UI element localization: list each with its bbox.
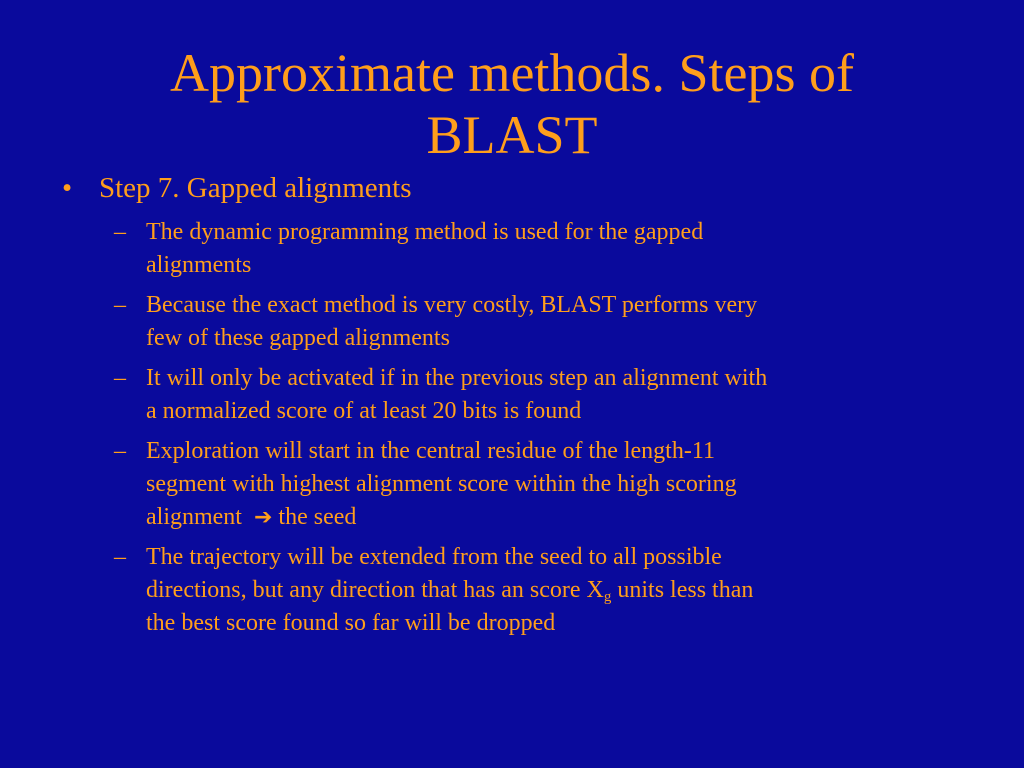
sub-bullet-3-line-2: a normalized score of at least 20 bits is found: [146, 398, 582, 424]
bullet-marker: •: [62, 172, 73, 204]
dash-marker: –: [114, 438, 126, 464]
sub-bullet-5-line-3: the best score found so far will be dropped: [146, 610, 556, 636]
sub-bullet-2-line-1: Because the exact method is very costly, BLAST performs very: [146, 292, 758, 318]
sub-bullet-3-line-1: It will only be activated if in the previous step an alignment with: [146, 365, 768, 391]
sub-bullet-3: [114, 362, 964, 428]
dash-marker: –: [114, 365, 126, 391]
sub-bullet-list: [114, 216, 964, 647]
sub-bullet-4-seed-text: the seed: [278, 504, 357, 530]
sub-bullet-2-line-2: few of these gapped alignments: [146, 325, 450, 351]
right-arrow-icon: ➔: [253, 505, 273, 530]
sub-bullet-5: [114, 541, 964, 640]
sub-bullet-4-line-2: segment with highest alignment score within the high scoring: [146, 471, 737, 497]
sub-bullet-4: [114, 435, 964, 534]
subscript-g: g: [603, 589, 612, 605]
sub-bullet-2: [114, 289, 964, 355]
dash-marker: –: [114, 544, 126, 570]
sub-bullet-5-line-1: The trajectory will be extended from the seed to all possible: [146, 544, 722, 570]
sub-bullet-5-line-2-rest: units less than: [611, 577, 754, 603]
sub-bullet-1-line-1: The dynamic programming method is used for the gapped: [146, 219, 704, 245]
sub-bullet-4-line-3-text: alignment: [146, 504, 242, 530]
slide-title-line-2: BLAST: [426, 105, 598, 165]
dash-marker: –: [114, 219, 126, 245]
sub-bullet-4-line-3: [146, 501, 964, 534]
sub-bullet-5-line-2-text: directions, but any direction that has an score X: [146, 577, 604, 603]
sub-bullet-5-line-2: [146, 574, 964, 607]
bullet-text: Step 7. Gapped alignments: [99, 172, 412, 204]
sub-bullet-4-line-1: Exploration will start in the central residue of the length-11: [146, 438, 715, 464]
dash-marker: –: [114, 292, 126, 318]
slide-title: [60, 42, 964, 166]
sub-bullet-1: [114, 216, 964, 282]
sub-bullet-1-line-2: alignments: [146, 252, 252, 278]
slide-title-line-1: Approximate methods. Steps of: [170, 43, 854, 103]
